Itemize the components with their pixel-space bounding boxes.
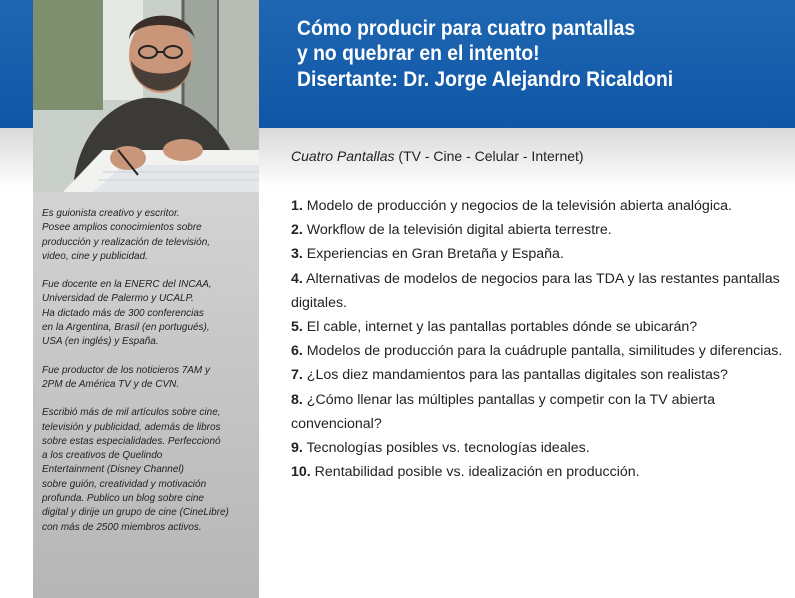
item-number: 8. bbox=[291, 391, 303, 408]
list-item bbox=[291, 242, 786, 266]
speaker-photo-illustration bbox=[33, 0, 259, 192]
item-number: 7. bbox=[291, 367, 303, 384]
page-title bbox=[297, 16, 748, 92]
list-item bbox=[291, 315, 786, 339]
item-number: 2. bbox=[291, 222, 303, 239]
bio-paragraph: Fue productor de los noticieros 7AM y 2PM de América TV y de CVN. bbox=[42, 363, 211, 390]
list-item bbox=[291, 388, 786, 436]
item-text: Workflow de la televisión digital abierta terrestre. bbox=[302, 222, 612, 239]
item-text: Alternativas de modelos de negocios para las TDA y las restantes pantallas digitales. bbox=[291, 270, 780, 311]
item-number: 5. bbox=[291, 319, 303, 336]
item-number: 9. bbox=[291, 440, 303, 457]
left-column bbox=[0, 0, 262, 598]
item-text: ¿Cómo llenar las múltiples pantallas y competir con la TV abierta convencional? bbox=[291, 391, 715, 432]
topics-list bbox=[291, 194, 786, 484]
item-number: 4. bbox=[291, 270, 303, 287]
bio-paragraph: Fue docente en la ENERC del INCAA, Universidad de Palermo y UCALP. Ha dictado más de 300 conferencias en la Argentina, Brasil (en portugués), USA (en inglés) y España. bbox=[42, 278, 212, 348]
item-number: 6. bbox=[291, 343, 303, 360]
list-item bbox=[291, 267, 786, 315]
item-text: Tecnologías posibles vs. tecnologías ideales. bbox=[302, 440, 590, 457]
list-item bbox=[291, 218, 786, 242]
item-number: 3. bbox=[291, 246, 303, 263]
speaker-name: Disertante: Dr. Jorge Alejandro Ricaldoni bbox=[297, 68, 674, 91]
list-item bbox=[291, 460, 786, 484]
list-item bbox=[291, 339, 786, 363]
item-text: Modelos de producción para la cuádruple pantalla, similitudes y diferencias. bbox=[302, 343, 783, 360]
title-line-2: y no quebrar en el intento! bbox=[297, 42, 540, 65]
title-line-1: Cómo producir para cuatro pantallas bbox=[297, 17, 636, 40]
subtitle-rest: (TV - Cine - Celular - Internet) bbox=[394, 148, 584, 164]
item-number: 1. bbox=[291, 198, 303, 214]
subtitle-italic: Cuatro Pantallas bbox=[291, 148, 395, 164]
item-text: Modelo de producción y negocios de la televisión abierta analógica. bbox=[302, 198, 732, 214]
item-text: Rentabilidad posible vs. idealización en producción. bbox=[310, 464, 640, 481]
list-item bbox=[291, 436, 786, 460]
topic-subtitle bbox=[291, 148, 584, 164]
item-number: 10. bbox=[291, 464, 311, 481]
list-item bbox=[291, 363, 786, 387]
item-text: Experiencias en Gran Bretaña y España. bbox=[302, 246, 564, 263]
list-item bbox=[291, 194, 786, 218]
item-text: El cable, internet y las pantallas portables dónde se ubicarán? bbox=[302, 319, 698, 336]
bio-text bbox=[42, 206, 246, 548]
bio-paragraph: Es guionista creativo y escritor. Posee amplios conocimientos sobre producción y realización de televisión, video, cine y publicidad. bbox=[42, 207, 211, 262]
bio-paragraph: Escribió más de mil artículos sobre cine, televisión y publicidad, además de libros sobre estas especialidades. Perfeccionó a los creativos de Quelindo Entertainment (Disney Channel) sobre guión, creatividad y motivación profunda. Publico un blog sobre cine digital y dirije un grupo de cine (CineLibre) con más de 2500 miembros activos. bbox=[42, 406, 229, 533]
item-text: ¿Los diez mandamientos para las pantallas digitales son realistas? bbox=[302, 367, 728, 384]
speaker-photo bbox=[33, 0, 259, 192]
